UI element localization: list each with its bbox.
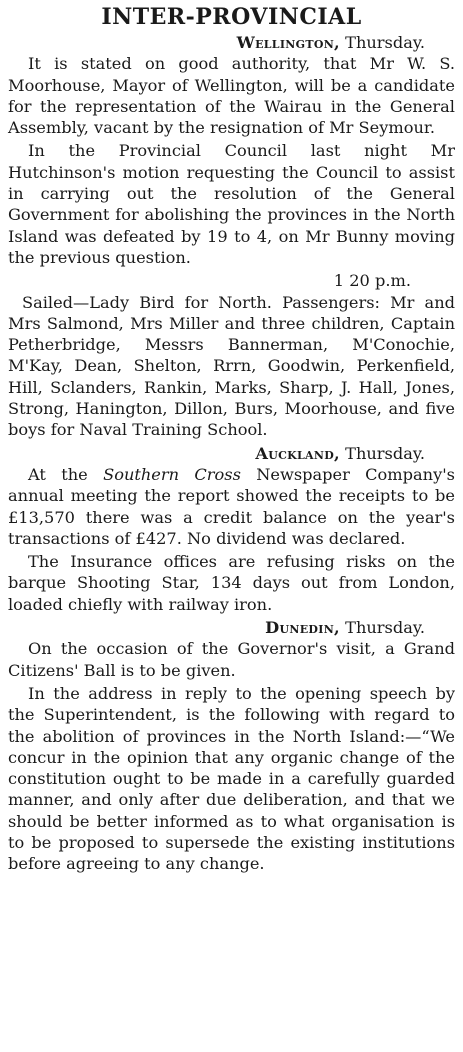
dateline-place: Wellington, xyxy=(236,33,340,52)
dateline-auckland xyxy=(8,443,455,464)
dateline-place: Auckland, xyxy=(255,443,340,463)
paragraph xyxy=(8,464,455,549)
dateline-wellington xyxy=(8,32,455,53)
paragraph: The Insurance offices are refusing risks on the barque Shooting Star, 134 days out from London, loaded chiefly with railway iron. xyxy=(8,552,455,614)
dateline-place: Dunedin, xyxy=(265,618,340,638)
newspaper-name: Southern Cross xyxy=(103,464,241,484)
dateline-time: 1 20 p.m. xyxy=(333,271,411,291)
paragraph: Sailed—Lady Bird for North. Passengers: Mr and Mrs Salmond, Mrs Miller and three children, Captain Petherbridge, Messrs Bannerman, M'Conochie, M'Kay, Dean, Shelton, Rrrn, Goodwin, Perkenfield, Hill, Sclanders, Rankin, Marks, Sharp, J. Hall, Jones, Strong, Hanington, Dillon, Burs, Moorhouse, and five boys for Naval Training School. xyxy=(8,292,455,440)
dateline-dunedin xyxy=(8,617,455,638)
paragraph-text: At the xyxy=(28,464,104,484)
headline: INTER-PROVINCIAL xyxy=(101,4,362,30)
paragraph: In the address in reply to the opening speech by the Superintendent, is the following with regard to the abolition of provinces in the North Island:—“We concur in the opinion that any organic change of the constitution ought to be made in a carefully guarded manner, and only after due deliberation, and that we should be better informed as to what organisation is to be proposed to supersede the existing institutions before agreeing to any change. xyxy=(8,683,455,874)
paragraph: It is stated on good authority, that Mr W. S. Moorhouse, Mayor of Wellington, will be a candidate for the representation of the Wairau in the General Assembly, vacant by the resignation of Mr Seymour. xyxy=(8,54,455,138)
dateline-day: Thursday. xyxy=(340,618,425,638)
paragraph-text: Newspaper Company's annual meeting the report showed the receipts to be £13,570 there was a credit balance on the year's transactions of £427. No dividend was declared. xyxy=(8,464,455,548)
paragraph: In the Provincial Council last night Mr Hutchinson's motion requesting the Council to assist in carrying out the resolution of the General Government for abolishing the provinces in the North Island was defeated by 19 to 4, on Mr Bunny moving the previous question. xyxy=(8,141,455,267)
paragraph: On the occasion of the Governor's visit, a Grand Citizens' Ball is to be given. xyxy=(8,639,455,680)
dateline-day: Thursday. xyxy=(340,443,425,463)
dateline-day: Thursday. xyxy=(340,33,425,52)
